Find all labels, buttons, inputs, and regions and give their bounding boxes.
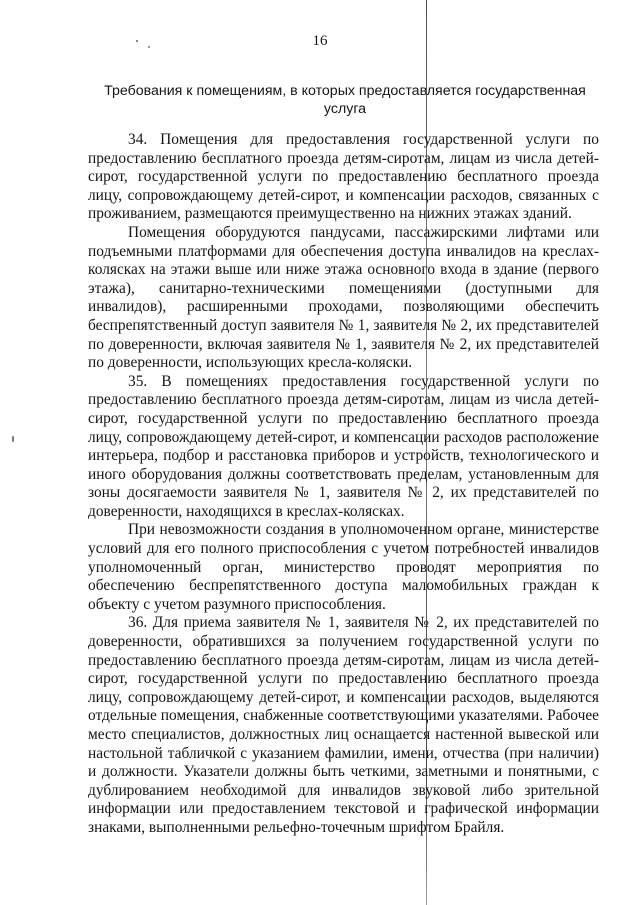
- paragraph-36: 36. Для приема заявителя № 1, заявителя № 2, их представителей по доверенности, обратившихся за получением государственной услуги по предоставлению бесплатного проезда детям-сиротам, лицам из числа детей-сирот, государственной услуги по предоставлению бесплатного проезда лицу, сопровождающему детей-сирот, и компенсации расходов, выделяются отдельные помещения, снабженные соответствующими указателями. Рабочее место специалистов, должностных лиц оснащается настенной вывеской или настольной табличкой с указанием фамилии, имени, отчества (при наличии) и должности. Указатели должны быть четкими, заметными и понятными, с дублированием необходимой для инвалидов звуковой либо зрительной информации или предоставлением текстовой и графической информации знаками, выполненными рельефно-точечным шрифтом Брайля.: [88, 614, 599, 836]
- paragraph-34: 34. Помещения для предоставления государственной услуги по предоставлению бесплатного проезда детям-сиротам, лицам из числа детей-сирот, государственной услуги по предоставлению бесплатного проезда лицу, сопровождающему детей-сирот, и компенсации расходов, связанных с проживанием, размещаются преимущественно на нижних этажах зданий.: [88, 131, 599, 223]
- document-body: [88, 131, 599, 838]
- paragraph-35: 35. В помещениях предоставления государственной услуги по предоставлению бесплатного проезда детям-сиротам, лицам из числа детей-сирот, государственной услуги по предоставлению бесплатного проезда лицу, сопровождающему детей-сирот, и компенсации расходов расположение интерьера, подбор и расстановка приборов и устройств, технологического и иного оборудования должны соответствовать пределам, установленным для зоны досягаемости заявителя № 1, заявителя № 2, их представителей по доверенности, находящихся в креслах-колясках.: [88, 372, 599, 520]
- scan-speck: [12, 436, 14, 442]
- paragraph-adaptation: При невозможности создания в уполномоченном органе, министерстве условий для его полного приспособления с учетом потребностей инвалидов уполномоченный орган, министерство проводят мероприятия по обеспечению беспрепятственного доступа маломобильных граждан к объекту с учетом разумного приспособления.: [88, 521, 599, 613]
- section-heading: Требования к помещениям, в которых предоставляется государственная услуга: [104, 83, 586, 117]
- paragraph-accessibility: Помещения оборудуются пандусами, пассажирскими лифтами или подъемными платформами для обеспечения доступа инвалидов на креслах-колясках на этажи выше или ниже этажа основного входа в здание (первого этажа), санитарно-техническими помещениями (доступными для инвалидов), расширенными проходами, позволяющими обеспечить беспрепятственный доступ заявителя № 1, заявителя № 2, их представителей по доверенности, включая заявителя № 1, заявителя № 2, их представителей по доверенности, использующих кресла-коляски.: [88, 223, 599, 372]
- page-number: 16: [312, 33, 328, 49]
